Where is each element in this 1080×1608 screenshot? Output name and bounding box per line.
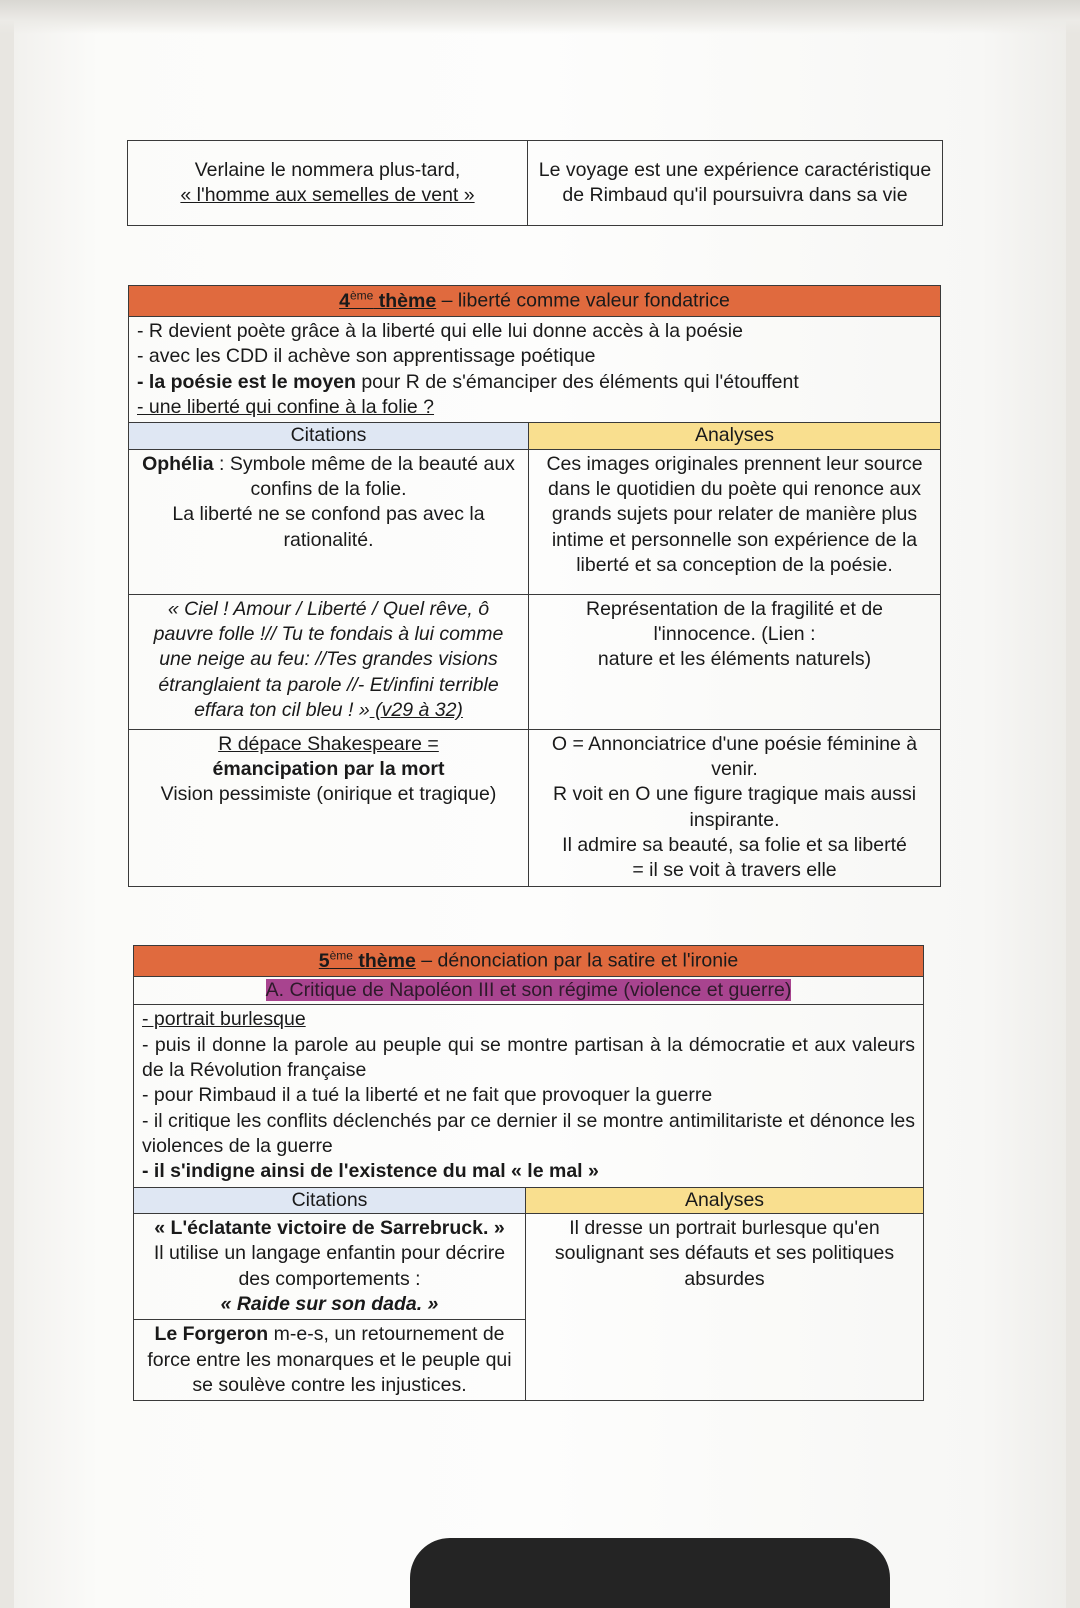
theme4-r2-citation: « Ciel ! Amour / Liberté / Quel rêve, ô pauvre folle !// Tu te fondais à lui comme une neige au feu: //Tes grandes visions étranglaient ta parole //- Et/infini terrible effara ton cil bleu ! » (v29 à 32) [129,594,529,729]
theme4-bullet: - avec les CDD il achève son apprentissage poétique [137,345,596,368]
theme4-header: 4ème thème – liberté comme valeur fondatrice [129,286,941,317]
theme5-col-analyses: Analyses [526,1187,924,1213]
theme4-r3-analysis: O = Annonciatrice d'une poésie féminine à venir. R voit en O une figure tragique mais aussi inspirante. Il admire sa beauté, sa folie et sa liberté = il se voit à travers elle [529,729,941,886]
intro-left-quote: « l'homme aux semelles de vent » [180,184,475,206]
theme4-r3-citation: R dépace Shakespeare = émancipation par la mort Vision pessimiste (onirique et tragique) [129,729,529,886]
theme4-col-analyses: Analyses [529,423,941,449]
theme4-bullets [129,316,941,422]
theme5-r1-citation: « L'éclatante victoire de Sarrebruck. » Il utilise un langage enfantin pour décrire des comportements : « Raide sur son dada. » [134,1213,526,1319]
theme4-col-citations: Citations [129,423,529,449]
theme5-bullet: - il s'indigne ainsi de l'existence du mal « le mal » [142,1160,599,1183]
theme5-bullet: - portrait burlesque [142,1008,306,1031]
theme4-bullet: - la poésie est le moyen pour R de s'émanciper des éléments qui l'étouffent [137,370,799,393]
intro-left-cell [128,141,528,226]
theme5-subtitle-row [134,976,924,1004]
theme4-bullet: - R devient poète grâce à la liberté qui elle lui donne accès à la poésie [137,319,743,342]
theme5-subtitle: A. Critique de Napoléon III et son régime (violence et guerre) [265,978,792,1001]
intro-left-line1: Verlaine le nommera plus-tard, [194,158,461,181]
theme5-r2-citation: Le Forgeron m-e-s, un retournement de force entre les monarques et le peuple qui se soulève contre les injustices. [134,1320,526,1401]
theme4-title: – liberté comme valeur fondatrice [436,289,730,312]
theme5-bullet: - pour Rimbaud il a tué la liberté et ne fait que provoquer la guerre [142,1084,713,1107]
intro-table [127,140,943,226]
intro-right-cell: Le voyage est une expérience caractéristique de Rimbaud qu'il poursuivra dans sa vie [528,141,943,226]
theme4-r1-analysis: Ces images originales prennent leur source dans le quotidien du poète qui renonce aux grands sujets pour relater de manière plus intime et personnelle son expérience de la liberté et sa conception de la poésie. [529,449,941,594]
top-edge [0,0,1080,34]
theme4-table [128,285,941,887]
theme5-r1-analysis: Il dresse un portrait burlesque qu'en soulignant ses défauts et ses politiques absurdes [526,1213,924,1400]
theme5-bullet: - puis il donne la parole au peuple qui se montre partisan à la démocratie et aux valeurs de la Révolution française [142,1033,916,1081]
theme5-header: 5ème thème – dénonciation par la satire et l'ironie [134,946,924,977]
photo-shadow [410,1538,890,1608]
theme5-bullet: - il critique les conflits déclenchés par ce dernier il se montre antimilitariste et dénonce les violences de la guerre [142,1109,916,1157]
theme5-bullets [134,1005,924,1187]
theme4-r2-analysis: Représentation de la fragilité et de l'innocence. (Lien : nature et les éléments naturels) [529,594,941,729]
theme5-title: – dénonciation par la satire et l'ironie [415,949,739,972]
theme5-col-citations: Citations [134,1187,526,1213]
theme4-r1-citation: Ophélia : Symbole même de la beauté aux confins de la folie. La liberté ne se confond pas avec la rationalité. [129,449,529,594]
theme4-bullet: - une liberté qui confine à la folie ? [137,395,435,418]
theme5-table [133,945,924,1401]
